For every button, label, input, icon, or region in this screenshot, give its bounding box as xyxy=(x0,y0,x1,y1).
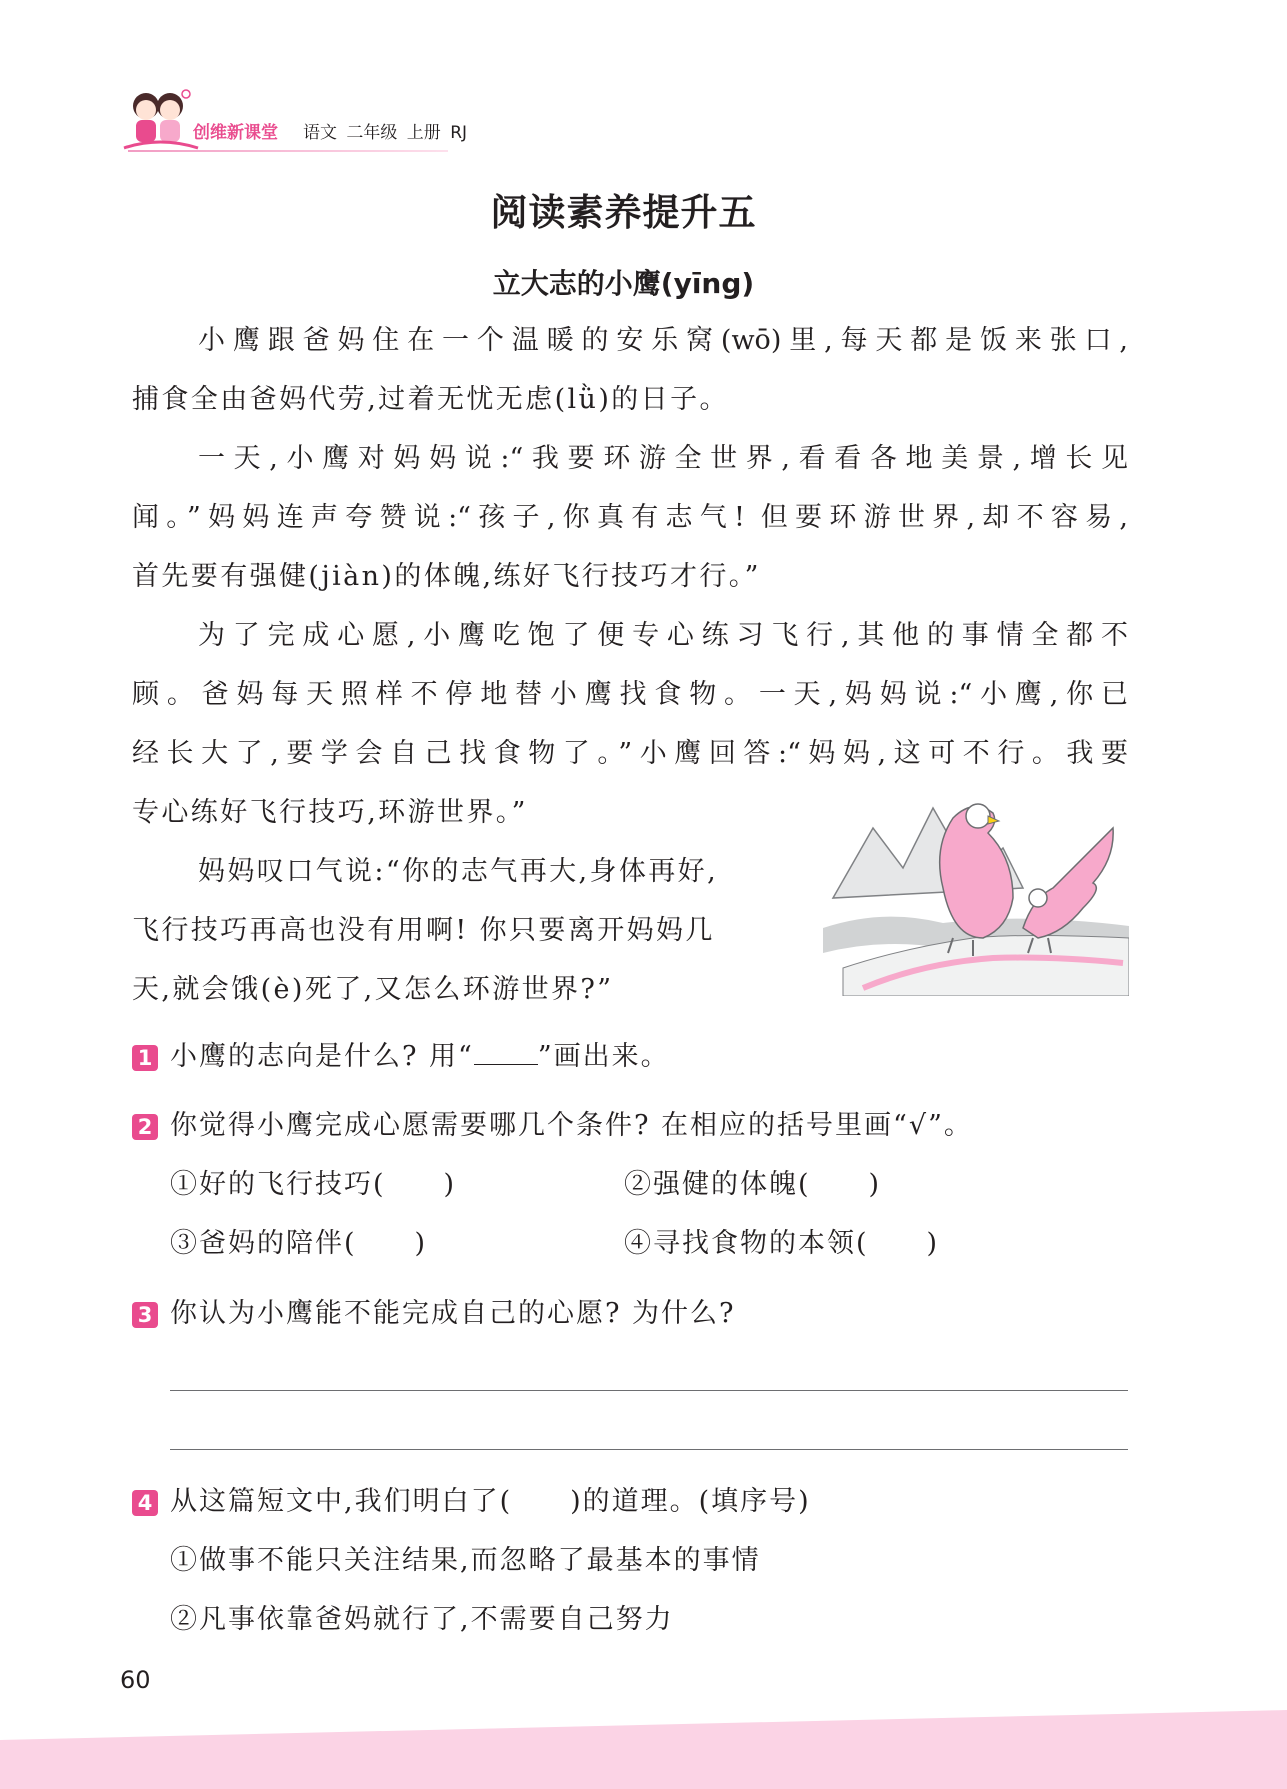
question-number-badge: 4 xyxy=(132,1490,158,1516)
page-title: 阅读素养提升五 xyxy=(490,191,757,234)
question-4-text: 从这篇短文中,我们明白了( )的道理。(填序号) xyxy=(170,1486,811,1517)
brand-name: 创维新课堂 xyxy=(193,123,278,143)
question-3-text: 你认为小鹰能不能完成自己的心愿? 为什么? xyxy=(170,1298,736,1329)
question-1-text-after: ”画出来。 xyxy=(537,1041,670,1072)
story-line: 捕食全由爸妈代劳,过着无忧无虑(lǜ)的日子。 xyxy=(132,384,729,415)
two-kids-logo-icon xyxy=(120,86,200,156)
question-4-option[interactable]: ①做事不能只关注结果,而忽略了最基本的事情 xyxy=(170,1545,761,1576)
question-1-text xyxy=(170,1040,670,1074)
header-divider xyxy=(128,150,448,152)
question-2-option[interactable]: ①好的飞行技巧( ) xyxy=(170,1169,457,1200)
story-title: 立大志的小鹰(yīng) xyxy=(492,267,755,300)
question-number-badge: 2 xyxy=(132,1114,158,1140)
story-line: 小鹰跟爸妈住在一个温暖的安乐窝(wō)里,每天都是饭来张口, xyxy=(198,325,1128,356)
eagles-on-cliff-illustration xyxy=(823,788,1129,996)
page-number: 60 xyxy=(120,1666,151,1694)
story-line: 经长大了,要学会自己找食物了。”小鹰回答:“妈妈,这可不行。我要 xyxy=(132,738,1128,769)
question-2-option[interactable]: ④寻找食物的本领( ) xyxy=(624,1228,940,1259)
underline-sample xyxy=(474,1042,538,1065)
question-4-option[interactable]: ②凡事依靠爸妈就行了,不需要自己努力 xyxy=(170,1604,674,1635)
story-line: 天,就会饿(è)死了,又怎么环游世界?” xyxy=(132,974,614,1005)
answer-line[interactable] xyxy=(170,1449,1128,1450)
story-line: 为了完成心愿,小鹰吃饱了便专心练习飞行,其他的事情全都不 xyxy=(198,620,1128,651)
question-1-text-before: 小鹰的志向是什么? 用“ xyxy=(170,1041,474,1072)
story-line: 一天,小鹰对妈妈说:“我要环游全世界,看看各地美景,增长见 xyxy=(198,443,1128,474)
story-line: 顾。爸妈每天照样不停地替小鹰找食物。一天,妈妈说:“小鹰,你已 xyxy=(132,679,1128,710)
question-2-text: 你觉得小鹰完成心愿需要哪几个条件? 在相应的括号里画“√”。 xyxy=(170,1110,973,1141)
footer-band xyxy=(0,1710,1287,1789)
question-number-badge: 3 xyxy=(132,1302,158,1328)
question-number-badge: 1 xyxy=(132,1045,158,1071)
answer-line[interactable] xyxy=(170,1390,1128,1391)
question-2-option[interactable]: ③爸妈的陪伴( ) xyxy=(170,1228,428,1259)
question-2-option[interactable]: ②强健的体魄( ) xyxy=(624,1169,882,1200)
story-line: 飞行技巧再高也没有用啊! 你只要离开妈妈几 xyxy=(132,915,715,946)
story-line: 闻。”妈妈连声夸赞说:“孩子,你真有志气! 但要环游世界,却不容易, xyxy=(132,502,1128,533)
story-line: 妈妈叹口气说:“你的志气再大,身体再好, xyxy=(198,856,719,887)
book-info: 语文 二年级 上册 RJ xyxy=(303,123,468,143)
story-line: 专心练好飞行技巧,环游世界。” xyxy=(132,797,528,828)
story-line: 首先要有强健(jiàn)的体魄,练好飞行技巧才行。” xyxy=(132,561,761,592)
